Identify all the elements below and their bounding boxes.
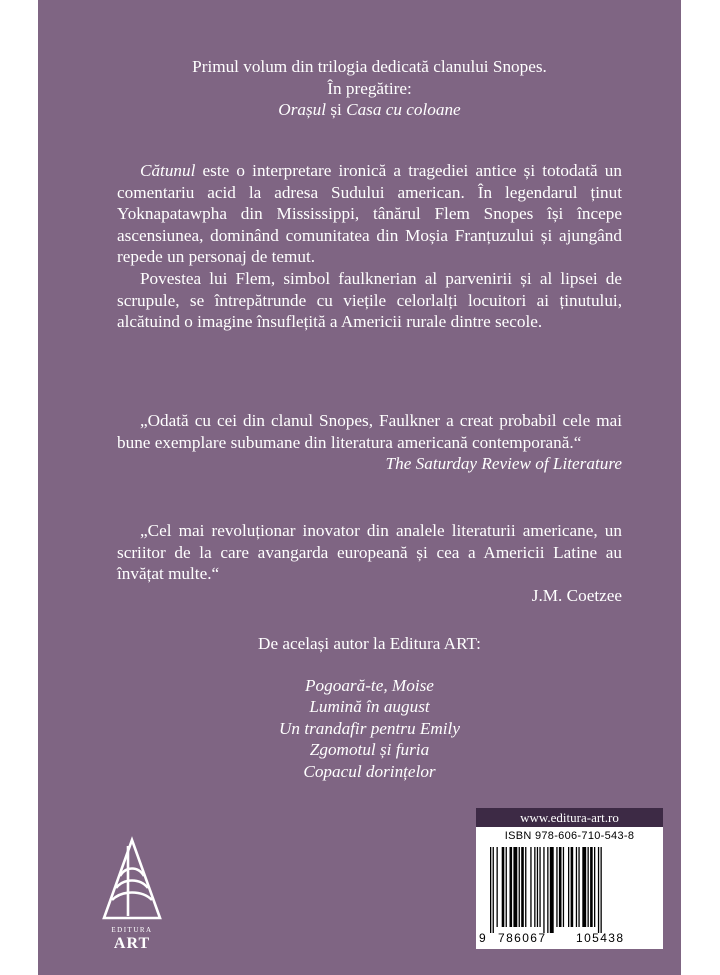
barcode-panel [476,827,663,949]
barcode-bar [539,847,540,927]
barcode-bar [497,847,498,927]
barcode-bar [578,847,579,927]
book-list-item: Un trandafir pentru Emily [279,718,460,738]
upcoming-titles [117,99,622,121]
series-note [117,56,622,121]
barcode-bar [530,847,531,927]
other-books-heading: De același autor la Editura ART: [258,634,481,653]
in-preparation-label: În pregătire: [327,78,412,98]
barcode-bar [525,847,526,927]
barcode-bar [588,847,589,927]
review-quote [117,410,622,475]
barcode-bar [568,847,569,927]
barcode-bars [490,847,650,933]
description-paragraph: Povestea lui Flem, simbol faulknerian al parvenirii și al lipsei de scrupule, se întrepătrunde cu viețile celorlalți locuitori ai ținutului, alcătuind o imagine însuflețită a Americii rurale dintre secole. [117,268,622,332]
publisher-website: www.editura-art.ro [476,808,663,827]
barcode-bar [590,847,593,927]
barcode-bar [576,847,577,927]
book-list-item: Pogoară-te, Moise [305,675,434,695]
barcode-bar [493,847,494,933]
barcode-bar [601,847,602,933]
quote-text: „Odată cu cei din clanul Snopes, Faulkner a creat probabil cele mai bune exemplare subumane din literatura americană contemporană.“ [117,411,622,452]
series-note-line: Primul volum din trilogia dedicată clanului Snopes. [192,57,547,76]
book-list-item: Zgomotul și furia [309,740,430,760]
upcoming-title: Orașul [278,100,327,120]
other-books [117,633,622,783]
quote-source: The Saturday Review of Literature [385,454,622,474]
barcode-bar [490,847,491,933]
barcode-bar [513,847,517,927]
upcoming-title: Casa cu coloane [346,100,461,120]
barcode-bar [571,847,574,927]
conjunction: și [326,100,347,120]
barcode-bar [519,847,520,927]
other-books-list [117,675,622,783]
book-list-item: Copacul dorințelor [303,761,436,781]
barcode-bar [563,847,564,927]
publisher-logo-icon [98,836,166,924]
barcode-bar [502,847,505,927]
publisher-name: ART [113,935,151,952]
barcode-bar [521,847,524,927]
back-cover [38,0,681,975]
review-quote [117,520,622,606]
barcode-bar [598,847,599,933]
barcode-bar [543,847,544,933]
barcode-bar [537,847,538,927]
book-list-item: Lumină în august [309,697,430,717]
description-paragraph [117,160,622,268]
barcode-digits-left: 786067 [498,931,547,945]
barcode-bar [559,847,562,927]
book-title: Cătunul [140,161,196,180]
barcode-digit-first: 9 [479,931,486,945]
publisher-logo [98,836,166,952]
barcode-digits-right: 105438 [576,931,625,945]
barcode-bar [582,847,586,927]
barcode-bar [594,847,595,927]
book-description [117,160,622,333]
barcode-bar [547,847,548,933]
quote-text: „Cel mai revoluționar inovator din analele literaturii americane, un scriitor de la care avangarda europeană și cea a Americii Latine au învățat multe.“ [117,521,622,584]
barcode-bar [510,847,513,927]
barcode-bar [534,847,535,927]
isbn-text: ISBN 978-606-710-543-8 [504,830,635,842]
barcode-bar [506,847,507,927]
quote-source: J.M. Coetzee [531,585,622,605]
barcode-bar [556,847,557,927]
publisher-label: EDITURA [111,926,153,934]
description-text: este o interpretare ironică a tragediei antice și totodată un comentariu acid la adresa Sudului american. În legendarul ținut Yoknapatawpha din Mississippi, tânărul Flem Snopes își începe ascensiunea, dominând comunitatea din Moșia Franțuzului și ajungând repede un personaj de temut. [117,161,622,267]
barcode-bar [550,847,554,933]
